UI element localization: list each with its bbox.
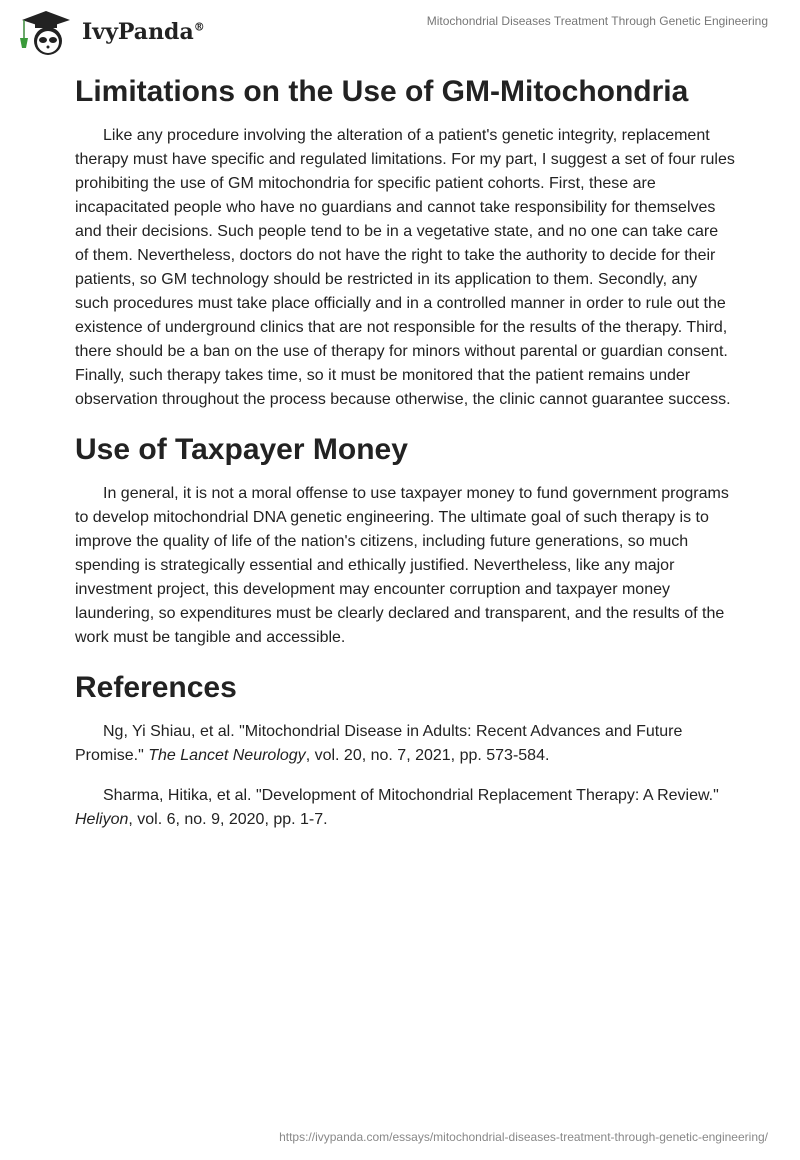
document-title: Mitochondrial Diseases Treatment Through Genetic Engineering [426, 14, 768, 28]
section-heading: Limitations on the Use of GM-Mitochondria [75, 75, 689, 108]
logo[interactable] [18, 8, 205, 56]
panda-logo-icon [18, 8, 74, 56]
section-paragraph: Like any procedure involving the alteration of a patient's genetic integrity, replacement therapy must have specific and regulated limitations. For my part, I suggest a set of four rules prohibiting the use of GM mitochondria for specific patient cohorts. First, these are incapacitated people who have no guardians and cannot take responsibility for themselves and their decisions. Such people tend to be in a vegetative state, and no one can take care of them. Nevertheless, doctors do not have the right to take the authority to decide for their patients, so GM technology should be restricted in its application to them. Secondly, any such procedures must take place officially and in a controlled manner in order to rule out the existence of underground clinics that are not responsible for the results of the therapy. Third, there should be a ban on the use of therapy for minors without parental or guardian consent. Finally, such therapy takes time, so it must be monitored that the patient remains under observation throughout the process because otherwise, the clinic cannot guarantee success. [75, 127, 735, 408]
reference-item: Ng, Yi Shiau, et al. "Mitochondrial Disease in Adults: Recent Advances and Future Promise." The Lancet Neurology, vol. 20, no. 7, 2021, pp. 573-584. [75, 723, 683, 764]
logo-text: IvyPanda® [82, 19, 205, 45]
references-heading: References [75, 671, 237, 704]
article-content [75, 72, 735, 848]
footer-url[interactable]: https://ivypanda.com/essays/mitochondrial-diseases-treatment-through-genetic-engineering/ [279, 1130, 768, 1144]
reference-item: Sharma, Hitika, et al. "Development of Mitochondrial Replacement Therapy: A Review." Heliyon, vol. 6, no. 9, 2020, pp. 1-7. [75, 787, 719, 828]
section-heading: Use of Taxpayer Money [75, 433, 408, 466]
section-paragraph: In general, it is not a moral offense to use taxpayer money to fund government programs to develop mitochondrial DNA genetic engineering. The ultimate goal of such therapy is to improve the quality of life of the nation's citizens, including future generations, so much spending is strategically essential and ethically justified. Nevertheless, like any major investment project, this development may encounter corruption and taxpayer money laundering, so expenditures must be clearly declared and transparent, and the results of the work must be tangible and accessible. [75, 485, 729, 646]
